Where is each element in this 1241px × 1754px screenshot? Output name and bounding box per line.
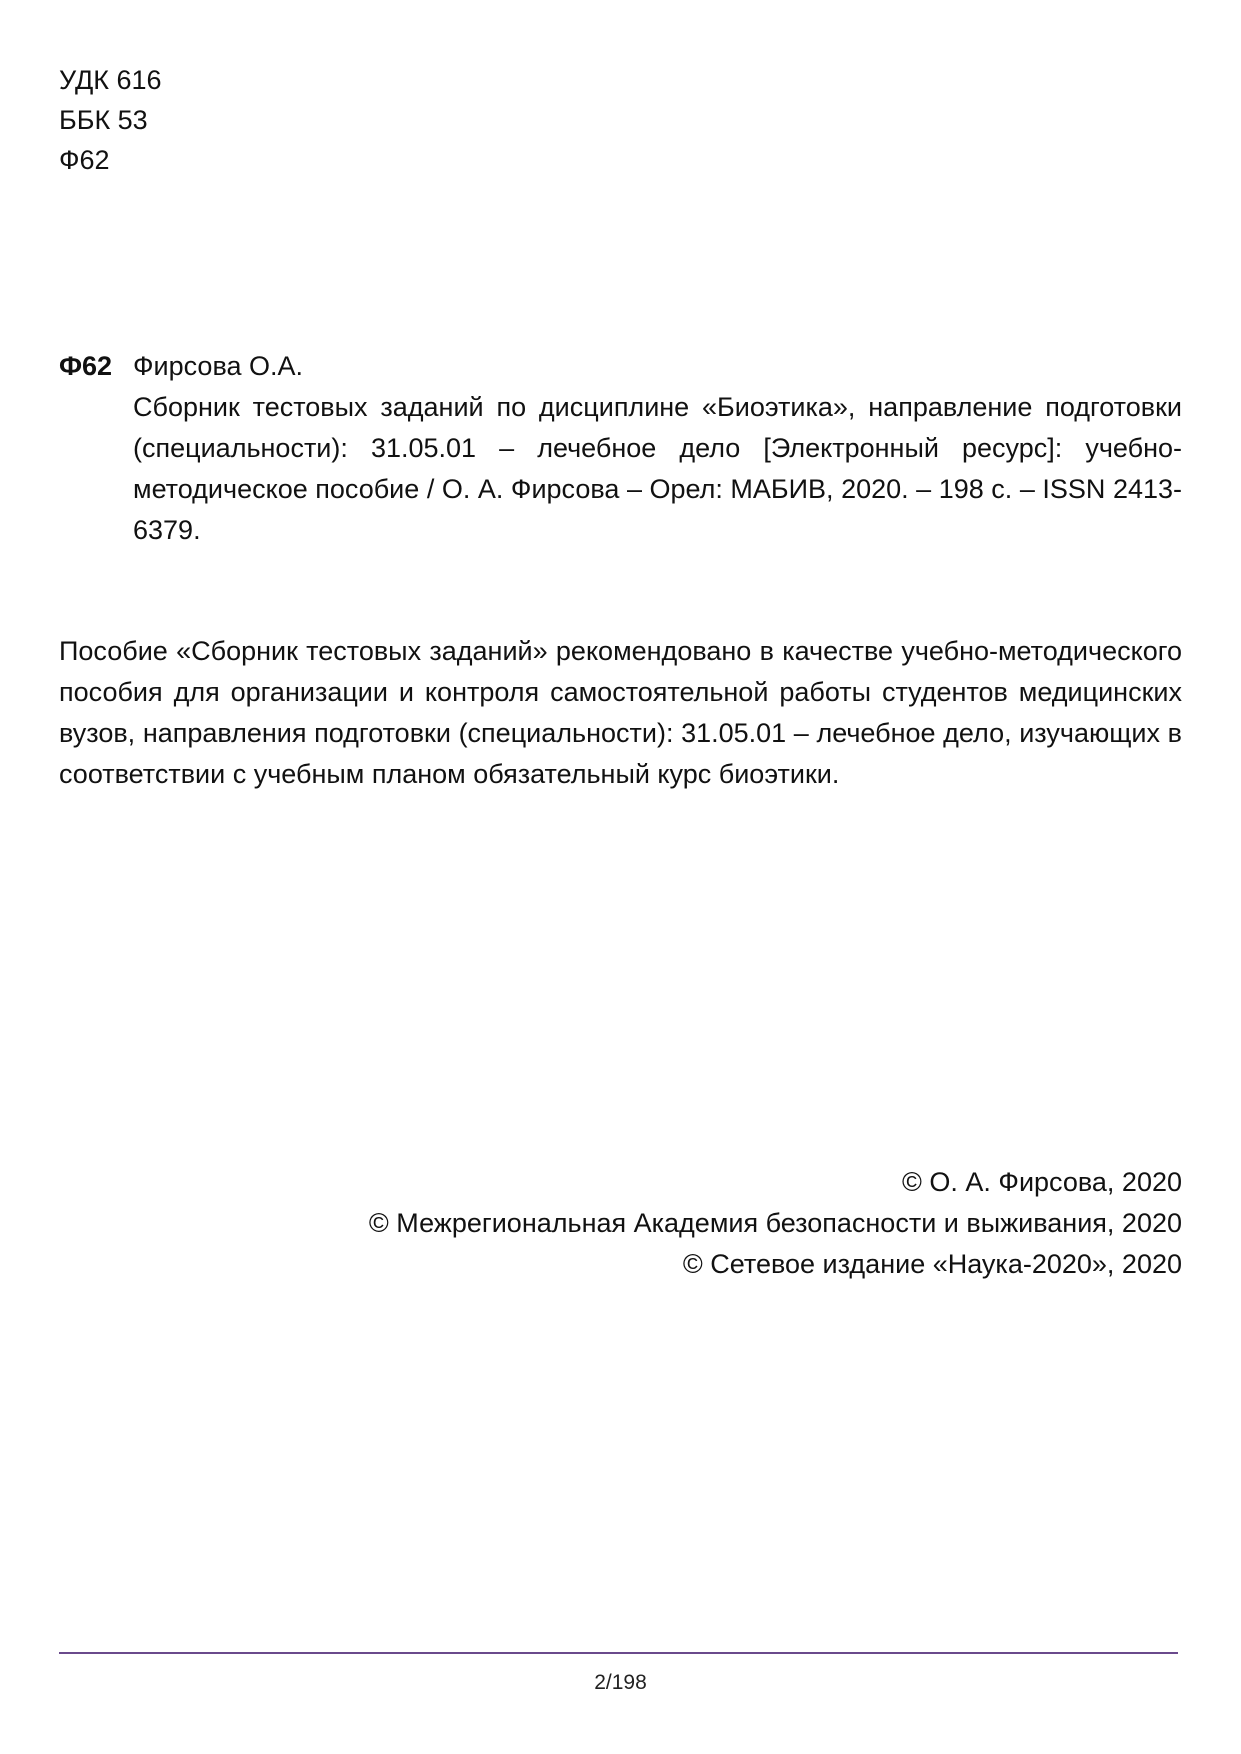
copyright-author: © О. А. Фирсова, 2020 (902, 1167, 1182, 1197)
author-mark: Ф62 (59, 145, 110, 175)
annotation-paragraph: Пособие «Сборник тестовых заданий» рекомендовано в качестве учебно-методического пособия для организации и контроля самостоятельной работы студентов медицинских вузов, направления подготовки (специальности): 31.05.01 – лечебное дело, изучающих в соответствии с учебным планом обязательный курс биоэтики. (59, 636, 1182, 789)
footer-divider (59, 1652, 1178, 1654)
copyright-publisher: © Сетевое издание «Наука-2020», 2020 (682, 1249, 1182, 1279)
copyright-academy: © Межрегиональная Академия безопасности и выживания, 2020 (368, 1208, 1182, 1238)
bib-author: Фирсова О.А. (133, 351, 304, 381)
bib-author-mark: Ф62 (59, 351, 113, 381)
page-number: 2/198 (594, 1671, 647, 1694)
udk-index: УДК 616 (59, 65, 162, 95)
copyright-block (369, 1162, 1182, 1285)
bbk-index: ББК 53 (59, 105, 148, 135)
classification-block (59, 60, 162, 180)
bib-description: Сборник тестовых заданий по дисциплине «Биоэтика», направление подготовки (специальности): 31.05.01 – лечебное дело [Электронный ресурс]: учебно-методическое пособие / О. А. Фирсова – Орел: МАБИВ, 2020. – 198 с. – ISSN 2413-6379. (133, 392, 1182, 545)
